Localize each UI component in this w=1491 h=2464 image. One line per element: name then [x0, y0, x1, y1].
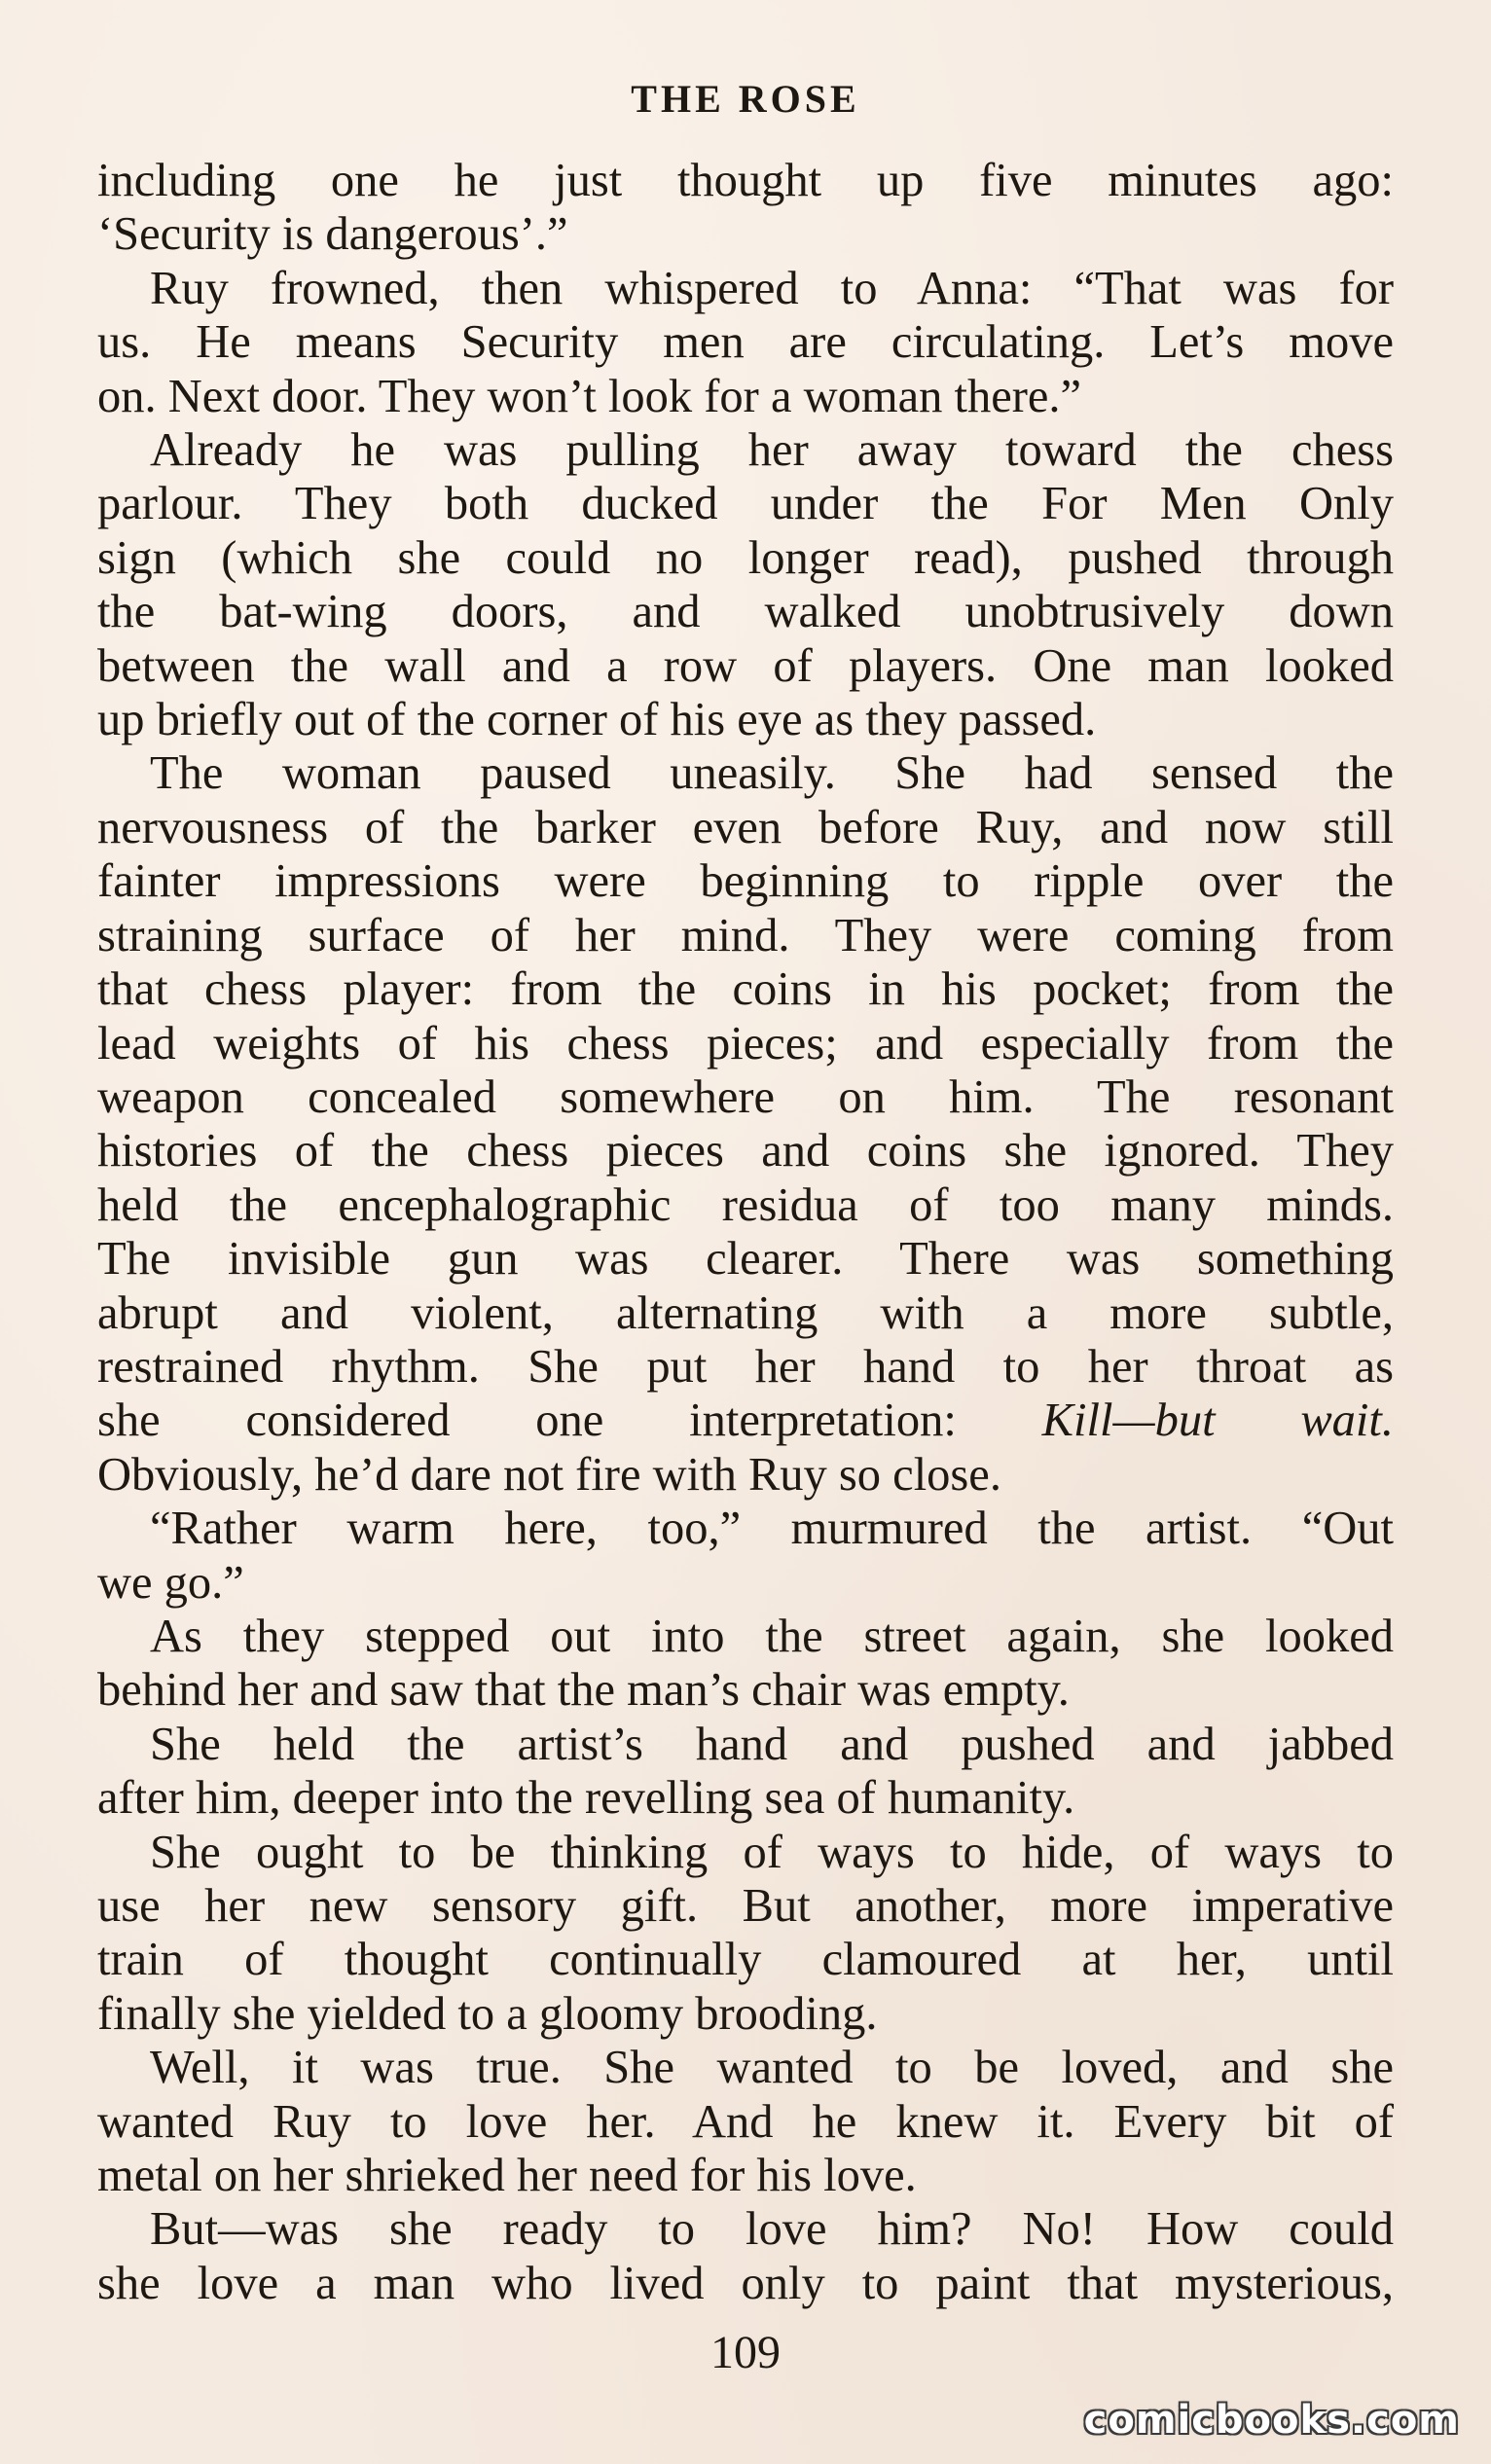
text-line-content: fainter impressions were beginning to ripple over the	[97, 855, 1394, 908]
text-line-content: abrupt and violent, alternating with a more subtle,	[97, 1286, 1394, 1339]
text-line	[97, 585, 1394, 638]
text-line	[97, 2257, 1394, 2310]
text-line-content: She held the artist’s hand and pushed and jabbed	[150, 1718, 1394, 1770]
text-line-content: Ruy frowned, then whispered to Anna: “That was for	[150, 262, 1394, 314]
italic-phrase: Kill—but wait.	[1041, 1395, 1395, 1447]
text-line-content: parlour. They both ducked under the For Men Only	[97, 478, 1394, 530]
text-line-content: histories of the chess pieces and coins she ignored. They	[97, 1125, 1394, 1178]
text-line-content: “Rather warm here, too,” murmured the artist. “Out	[150, 1503, 1394, 1555]
text-line-content: up briefly out of the corner of his eye as they passed.	[97, 694, 1097, 746]
text-line-content: including one he just thought up five minutes ago:	[97, 155, 1394, 206]
text-line	[97, 2095, 1394, 2149]
watermark-logo: comicbooks.com	[1083, 2398, 1460, 2443]
text-line-content: she love a man who lived only to paint that mysterious,	[97, 2257, 1394, 2309]
text-line-content: nervousness of the barker even before Ruy, and now still	[97, 801, 1394, 853]
text-line	[97, 423, 1394, 477]
text-line-content: after him, deeper into the revelling sea of humanity.	[97, 1772, 1075, 1825]
text-line	[97, 693, 1394, 746]
text-line	[97, 639, 1394, 693]
text-line	[97, 1286, 1394, 1340]
text-line-content: Well, it was true. She wanted to be loved, and she	[150, 2042, 1394, 2094]
text-line-content: that chess player: from the coins in his pocket; from the	[97, 963, 1394, 1016]
text-line	[97, 1610, 1394, 1663]
text-line	[97, 2202, 1394, 2256]
text-line	[97, 207, 1394, 261]
text-line	[97, 746, 1394, 800]
text-line	[97, 1718, 1394, 1771]
text-line	[97, 531, 1394, 585]
text-line-content: the bat-wing doors, and walked unobtrusively down	[97, 586, 1394, 638]
text-line	[97, 1178, 1394, 1232]
text-line-content: we go.”	[97, 1556, 244, 1609]
text-line-content: wanted Ruy to love her. And he knew it. Every bit of	[97, 2095, 1394, 2148]
text-line	[97, 909, 1394, 962]
text-line	[97, 1448, 1394, 1502]
text-line	[97, 1771, 1394, 1825]
text-line-content: The invisible gun was clearer. There was something	[97, 1233, 1394, 1286]
text-line-content: Already he was pulling her away toward the chess	[150, 424, 1394, 477]
text-line-content: The woman paused uneasily. She had sensed the	[150, 747, 1394, 800]
text-line	[97, 801, 1394, 854]
text-line	[97, 1933, 1394, 1986]
text-line-content: sign (which she could no longer read), pushed through	[97, 531, 1394, 584]
text-line-content: finally she yielded to a gloomy brooding.	[97, 1987, 878, 2040]
text-line	[97, 1502, 1394, 1555]
text-line	[97, 315, 1394, 369]
text-line	[97, 962, 1394, 1016]
text-line	[97, 1124, 1394, 1178]
text-line	[97, 2041, 1394, 2094]
text-line	[97, 1663, 1394, 1717]
text-line-content: ‘Security is dangerous’.”	[97, 208, 568, 261]
text-line	[97, 1826, 1394, 1879]
text-line	[97, 154, 1394, 207]
text-line-content: held the encephalographic residua of too many minds.	[97, 1178, 1394, 1231]
text-line	[97, 1987, 1394, 2041]
text-line-content: restrained rhythm. She put her hand to her throat as	[97, 1340, 1394, 1393]
page-number: 109	[710, 2327, 781, 2378]
text-line-content: on. Next door. They won’t look for a woman there.”	[97, 370, 1082, 422]
text-line-content: As they stepped out into the street again, she looked	[150, 1610, 1394, 1662]
text-line	[97, 1394, 1394, 1447]
text-line-content: But—was she ready to love him? No! How could	[150, 2203, 1394, 2256]
text-line	[97, 477, 1394, 530]
text-line-content: us. He means Security men are circulating. Let’s move	[97, 316, 1394, 369]
text-line	[97, 370, 1394, 423]
body-text	[97, 154, 1394, 2310]
text-line	[97, 1017, 1394, 1070]
text-line	[97, 854, 1394, 908]
text-line	[97, 262, 1394, 315]
text-line-content: lead weights of his chess pieces; and especially from the	[97, 1017, 1394, 1069]
text-line	[97, 1879, 1394, 1933]
text-line-content: train of thought continually clamoured at her, until	[97, 1934, 1394, 1986]
text-line-content: behind her and saw that the man’s chair was empty.	[97, 1664, 1070, 1717]
text-line	[97, 1340, 1394, 1394]
text-line-content: use her new sensory gift. But another, more imperative	[97, 1880, 1394, 1932]
text-line	[97, 1232, 1394, 1286]
text-line	[97, 1556, 1394, 1610]
text-line-content: between the wall and a row of players. One man looked	[97, 639, 1394, 692]
text-line-content: Obviously, he’d dare not fire with Ruy so close.	[97, 1448, 1001, 1501]
text-line-content: She ought to be thinking of ways to hide, of ways to	[150, 1826, 1394, 1878]
text-line	[97, 1070, 1394, 1124]
text-line-content: she considered one interpretation:	[97, 1395, 957, 1447]
text-line-content: metal on her shrieked her need for his love.	[97, 2150, 917, 2202]
text-line	[97, 2149, 1394, 2202]
running-head: THE ROSE	[631, 77, 860, 121]
text-line-content: straining surface of her mind. They were coming from	[97, 909, 1394, 961]
text-line-content: weapon concealed somewhere on him. The resonant	[97, 1070, 1394, 1123]
